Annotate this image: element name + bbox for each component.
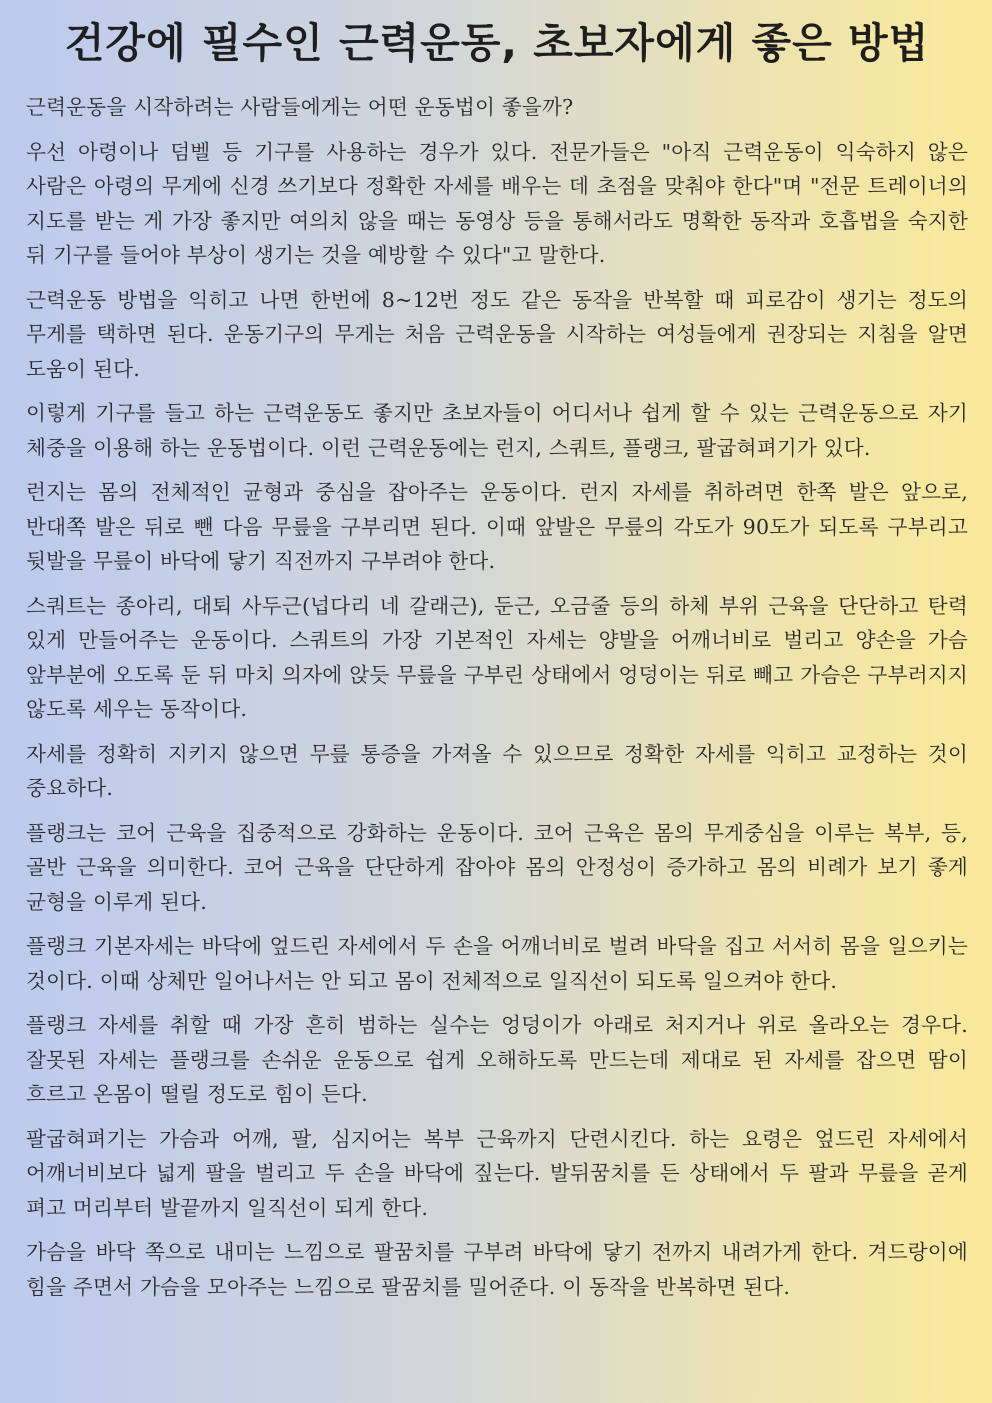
paragraph-weight: 근력운동 방법을 익히고 나면 한번에 8~12번 정도 같은 동작을 반복할 때 피로감이 생기는 정도의 무게를 택하면 된다. 운동기구의 무게는 처음 근력운동을 시작하는 여성들에게 권장되는 지침을 알면 도움이 된다. [26, 287, 968, 381]
paragraph-plank: 플랭크는 코어 근육을 집중적으로 강화하는 운동이다. 코어 근육은 몸의 무게중심을 이루는 복부, 등, 골반 근육을 의미한다. 코어 근육을 단단하게 잡아야 몸의 안정성이 증가하고 몸의 비례가 보기 좋게 균형을 이루게 된다. [26, 820, 968, 914]
paragraph-pushup-method: 가슴을 바닥 쪽으로 내미는 느낌으로 팔꿈치를 구부려 바닥에 닿기 전까지 내려가게 한다. 겨드랑이에 힘을 주면서 가슴을 모아주는 느낌으로 팔꿈치를 밀어준다. 이 동작을 반복하면 된다. [26, 1240, 968, 1299]
paragraph-posture: 자세를 정확히 지키지 않으면 무릎 통증을 가져올 수 있으므로 정확한 자세를 익히고 교정하는 것이 중요하다. [26, 741, 968, 800]
paragraph-pushup: 팔굽혀펴기는 가슴과 어깨, 팔, 심지어는 복부 근육까지 단련시킨다. 하는 요령은 엎드린 자세에서 어깨너비보다 넓게 팔을 벌리고 두 손을 바닥에 짚는다. 발뒤꿈치를 든 상태에서 두 팔과 무릎을 곧게 펴고 머리부터 발끝까지 일직선이 되게 한다. [26, 1126, 968, 1220]
paragraph-dumbbell: 우선 아령이나 덤벨 등 기구를 사용하는 경우가 있다. 전문가들은 "아직 근력운동이 익숙하지 않은 사람은 아령의 무게에 신경 쓰기보다 정확한 자세를 배우는 데 초점을 맞춰야 한다"며 "전문 트레이너의 지도를 받는 게 가장 좋지만 여의치 않을 때는 동영상 등을 통해서라도 명확한 동작과 호흡법을 숙지한 뒤 기구를 들어야 부상이 생기는 것을 예방할 수 있다"고 말한다. [26, 139, 968, 267]
paragraph-bodyweight: 이렇게 기구를 들고 하는 근력운동도 좋지만 초보자들이 어디서나 쉽게 할 수 있는 근력운동으로 자기 체중을 이용해 하는 운동법이다. 이런 근력운동에는 런지, 스쿼트, 플랭크, 팔굽혀펴기가 있다. [26, 401, 968, 460]
paragraph-plank-basic: 플랭크 기본자세는 바닥에 엎드린 자세에서 두 손을 어깨너비로 벌려 바닥을 집고 서서히 몸을 일으키는 것이다. 이때 상체만 일어나서는 안 되고 몸이 전체적으로 일직선이 되도록 일으켜야 한다. [26, 934, 968, 993]
paragraph-squat: 스쿼트는 종아리, 대퇴 사두근(넙다리 네 갈래근), 둔근, 오금줄 등의 하체 부위 근육을 단단하고 탄력 있게 만들어주는 운동이다. 스쿼트의 가장 기본적인 자세는 양발을 어깨너비로 벌리고 양손을 가슴 앞부분에 오도록 둔 뒤 마치 의자에 앉듯 무릎을 구부린 상태에서 엉덩이는 뒤로 빼고 가슴은 구부러지지 않도록 세우는 동작이다. [26, 593, 968, 721]
paragraph-intro: 근력운동을 시작하려는 사람들에게는 어떤 운동법이 좋을까? [26, 95, 574, 119]
article-body [26, 90, 968, 1304]
paragraph-lunge: 런지는 몸의 전체적인 균형과 중심을 잡아주는 운동이다. 런지 자세를 취하려면 한쪽 발은 앞으로, 반대쪽 발은 뒤로 뺀 다음 무릎을 구부리면 된다. 이때 앞발은 무릎의 각도가 90도가 되도록 구부리고 뒷발을 무릎이 바닥에 닿기 직전까지 구부려야 한다. [26, 480, 968, 573]
page-title: 건강에 필수인 근력운동, 초보자에게 좋은 방법 [64, 19, 930, 67]
paragraph-plank-mistake: 플랭크 자세를 취할 때 가장 흔히 범하는 실수는 엉덩이가 아래로 처지거나 위로 올라오는 경우다. 잘못된 자세는 플랭크를 손쉬운 운동으로 쉽게 오해하도록 만드는데 제대로 된 자세를 잡으면 땀이 흐르고 온몸이 떨릴 정도로 힘이 든다. [26, 1013, 968, 1106]
